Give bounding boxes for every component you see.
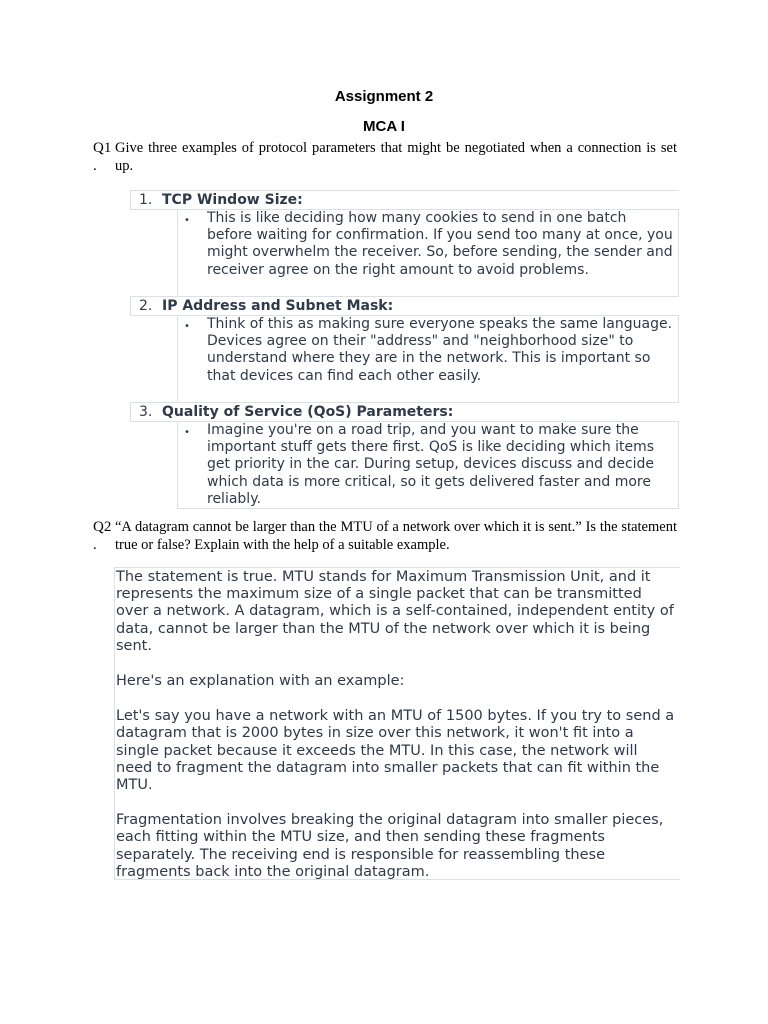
answer-paragraph: Fragmentation involves breaking the original datagram into smaller pieces, each fitting within the MTU size, and then sending these fragments separately. The receiving end is responsible for reassembling these fragments back into the original datagram. — [116, 812, 664, 880]
list-heading: IP Address and Subnet Mask: — [162, 298, 394, 314]
q1-number-dot: . — [93, 158, 97, 174]
q2-question: “A datagram cannot be larger than the MTU of a network over which it is sent.” Is the statement true or false? Explain with the help of a suitable example. — [115, 519, 677, 553]
list-heading: TCP Window Size: — [162, 192, 303, 208]
list-number: 1. — [139, 192, 153, 208]
list-item-body — [177, 210, 679, 296]
list-item-text: Think of this as making sure everyone speaks the same language. Devices agree on their "address" and "neighborhood size" to understand where they are in the network. This is important so that devices can find each other easily. — [207, 316, 673, 384]
q1-number: Q1 — [93, 140, 112, 156]
list-item-heading — [130, 296, 679, 316]
q2-number: Q2 — [93, 519, 112, 535]
list-item-heading — [130, 402, 679, 422]
bullet-icon: • — [184, 321, 190, 332]
q2-answer-box — [114, 567, 680, 880]
list-number: 3. — [139, 404, 153, 420]
list-number: 2. — [139, 298, 153, 314]
answer-paragraph: Let's say you have a network with an MTU of 1500 bytes. If you try to send a datagram that is 2000 bytes in size over this network, it won't fit into a single packet because it exceeds the MTU. In this case, the network will need to fragment the datagram into smaller packets that can fit within the MTU. — [116, 708, 675, 794]
bullet-icon: • — [184, 427, 190, 438]
list-item-heading — [130, 190, 679, 210]
list-item-text: This is like deciding how many cookies to send in one batch before waiting for confirmation. If you send too many at once, you might overwhelm the receiver. So, before sending, the sender and receiver agree on the right amount to avoid problems. — [207, 210, 673, 278]
q2-number-dot: . — [93, 537, 97, 553]
document-title: Assignment 2 — [334, 88, 434, 105]
q1-question: Give three examples of protocol parameters that might be negotiated when a connection is set up. — [115, 140, 677, 174]
q1-answer-list — [130, 190, 679, 509]
answer-paragraph: The statement is true. MTU stands for Maximum Transmission Unit, and it represents the maximum size of a single packet that can be transmitted over a network. A datagram, which is a self-contained, independent entity of data, cannot be larger than the MTU of the network over which it is being sent. — [116, 569, 674, 654]
bullet-icon: • — [184, 215, 190, 226]
list-item-text: Imagine you're on a road trip, and you want to make sure the important stuff gets there first. QoS is like deciding which items get priority in the car. During setup, devices discuss and decide which data is more critical, so it gets delivered faster and more reliably. — [207, 422, 655, 507]
list-heading: Quality of Service (QoS) Parameters: — [162, 404, 454, 420]
list-item-body — [177, 316, 679, 402]
document-subtitle: MCA I — [363, 118, 405, 135]
answer-paragraph: Here's an explanation with an example: — [116, 673, 405, 690]
list-item-body — [177, 422, 679, 509]
